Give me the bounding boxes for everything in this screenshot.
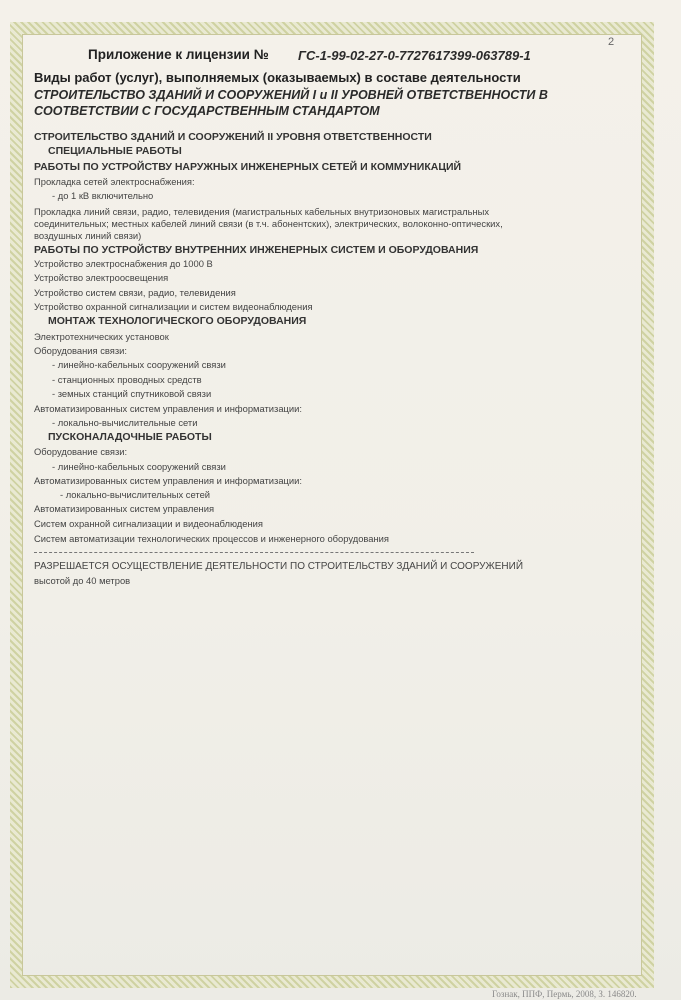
activity-name-line2: СООТВЕТСТВИИ С ГОСУДАРСТВЕННЫМ СТАНДАРТОМ (34, 104, 380, 118)
list-item: Автоматизированных систем управления и информатизации: (34, 403, 302, 414)
license-number: ГС-1-99-02-27-0-7727617399-063789-1 (298, 48, 531, 63)
list-item: Устройство систем связи, радио, телевидения (34, 287, 236, 298)
list-item: соединительных; местных кабелей линий связи (в т.ч. абонентских), электрических, волоконно-оптических, (34, 218, 503, 229)
appendix-title: Приложение к лицензии № (88, 47, 269, 62)
list-item: Систем охранной сигнализации и видеонаблюдения (34, 518, 263, 529)
separator-line (34, 552, 474, 553)
level-heading: СТРОИТЕЛЬСТВО ЗДАНИЙ И СООРУЖЕНИЙ II УРОВНЯ ОТВЕТСТВЕННОСТИ (34, 131, 432, 143)
external-networks-heading: РАБОТЫ ПО УСТРОЙСТВУ НАРУЖНЫХ ИНЖЕНЕРНЫХ СЕТЕЙ И КОММУНИКАЦИЙ (34, 161, 462, 173)
list-item: воздушных линий связи) (34, 230, 142, 241)
list-item: - до 1 кВ включительно (52, 190, 154, 201)
commissioning-heading: ПУСКОНАЛАДОЧНЫЕ РАБОТЫ (48, 431, 212, 443)
list-item: Систем автоматизации технологических процессов и инженерного оборудования (34, 533, 389, 544)
permit-height-limit: высотой до 40 метров (34, 575, 131, 586)
list-item: - локально-вычислительные сети (52, 417, 198, 428)
list-item: - локально-вычислительных сетей (60, 489, 211, 500)
list-item: Оборудования связи: (34, 345, 128, 356)
list-item: Электротехнических установок (34, 331, 169, 342)
internal-systems-heading: РАБОТЫ ПО УСТРОЙСТВУ ВНУТРЕННИХ ИНЖЕНЕРНЫХ СИСТЕМ И ОБОРУДОВАНИЯ (34, 244, 479, 256)
list-item: Автоматизированных систем управления и информатизации: (34, 475, 302, 486)
permit-statement: РАЗРЕШАЕТСЯ ОСУЩЕСТВЛЕНИЕ ДЕЯТЕЛЬНОСТИ ПО СТРОИТЕЛЬСТВУ ЗДАНИЙ И СООРУЖЕНИЙ (34, 561, 524, 572)
list-item: - станционных проводных средств (52, 374, 202, 385)
activity-name-line1: СТРОИТЕЛЬСТВО ЗДАНИЙ И СООРУЖЕНИЙ I и II УРОВНЕЙ ОТВЕТСТВЕННОСТИ В (34, 88, 548, 102)
list-item: Устройство электроснабжения до 1000 В (34, 258, 213, 269)
list-item: - линейно-кабельных сооружений связи (52, 461, 226, 472)
special-works-heading: СПЕЦИАЛЬНЫЕ РАБОТЫ (48, 145, 182, 157)
printer-imprint: Гознак, ППФ, Пермь, 2008, З. 146820. (492, 989, 637, 999)
activity-subtitle: Виды работ (услуг), выполняемых (оказываемых) в составе деятельности (34, 70, 521, 85)
list-item: Прокладка сетей электроснабжения: (34, 176, 195, 187)
list-item: Устройство электроосвещения (34, 272, 169, 283)
equipment-mounting-heading: МОНТАЖ ТЕХНОЛОГИЧЕСКОГО ОБОРУДОВАНИЯ (48, 315, 307, 327)
list-item: Оборудование связи: (34, 446, 128, 457)
page-number: 2 (608, 36, 615, 48)
list-item: Автоматизированных систем управления (34, 503, 215, 514)
list-item: - земных станций спутниковой связи (52, 388, 212, 399)
list-item: - линейно-кабельных сооружений связи (52, 359, 226, 370)
list-item: Прокладка линий связи, радио, телевидения (магистральных кабельных внутризоновых магистральных (34, 206, 490, 217)
list-item: Устройство охранной сигнализации и систем видеонаблюдения (34, 301, 313, 312)
